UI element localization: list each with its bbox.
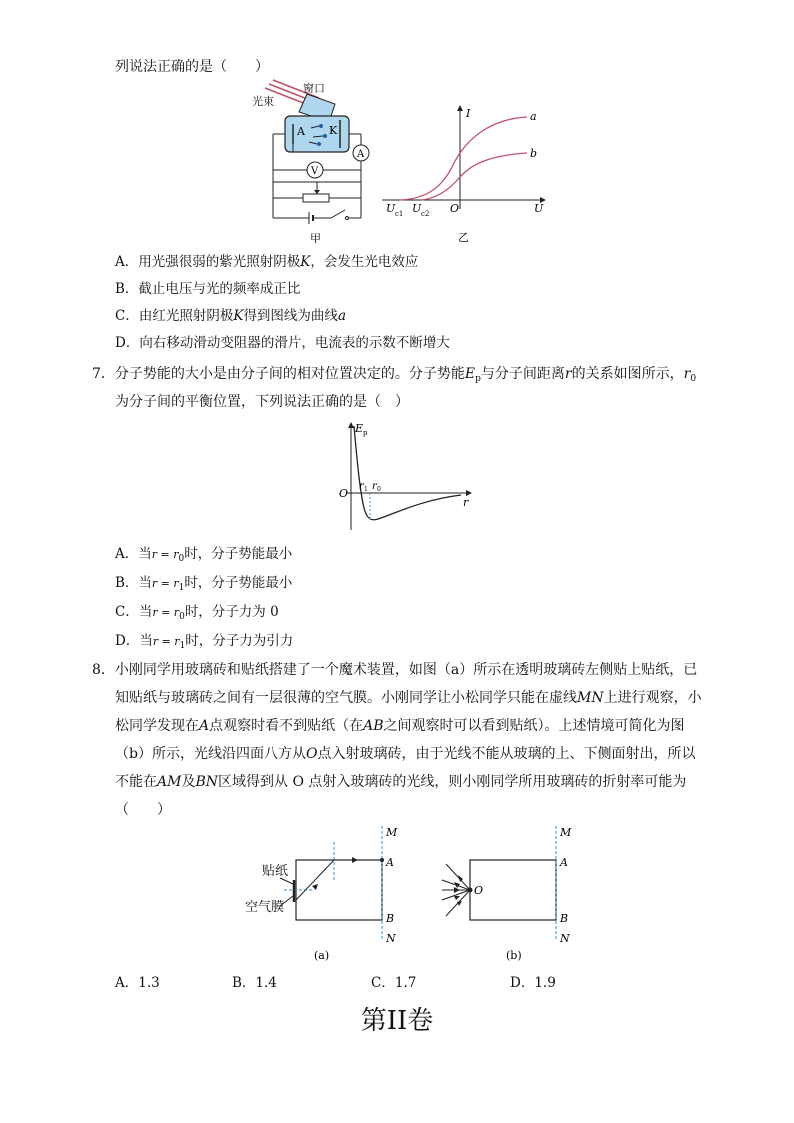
- curve-a-label: a: [530, 110, 537, 123]
- label-air-film: 空气膜: [245, 900, 285, 915]
- q8-figure-b: [440, 822, 590, 964]
- uc2-sub: c2: [421, 210, 430, 218]
- r0-sub: 0: [377, 486, 381, 493]
- q6-option-b: B．截止电压与光的频率成正比: [115, 281, 301, 297]
- fig-a-m: M: [386, 826, 398, 839]
- uc1-sub: c1: [395, 210, 404, 218]
- q8-stem-line5: 不能在AM及BN区域得到从 O 点射入玻璃砖的光线，则小刚同学所用玻璃砖的折射率可能为: [115, 774, 687, 790]
- fig-a-caption: (a): [314, 949, 330, 962]
- curve-b-line: [422, 153, 527, 200]
- curve-b-label: b: [530, 147, 538, 160]
- axis-r: r: [463, 496, 469, 509]
- axis-u: U: [534, 202, 544, 215]
- axis-i: I: [466, 107, 471, 120]
- q7-potential-graph: [336, 420, 476, 535]
- volume-title: 第II卷: [360, 1006, 434, 1036]
- axis-ep: E: [355, 422, 364, 435]
- window-label: 窗口: [303, 82, 325, 95]
- fig-b-a: A: [560, 856, 568, 869]
- r1-sub: 1: [364, 486, 368, 493]
- q7-stem-line1: 7．分子势能的大小是由分子间的相对位置决定的。分子势能$E_p$与分子间距离r的关系如图所示，$r_0$: [92, 366, 697, 384]
- q6-stem-tail: 列说法正确的是（ ）: [115, 59, 269, 75]
- fig-a-b: B: [386, 912, 395, 925]
- curve-a-line: [400, 117, 527, 200]
- fig-b-n: N: [560, 932, 570, 945]
- q6-figure-yi: [382, 105, 547, 245]
- ammeter-label: A: [357, 149, 365, 160]
- q8-figure-a: [240, 822, 400, 964]
- graph-origin: O: [339, 487, 349, 500]
- r0-label: r: [372, 481, 377, 492]
- axis-ep-sub: p: [363, 429, 368, 437]
- q8-stem-line1: 8．小刚同学用玻璃砖和贴纸搭建了一个魔术装置，如图（a）所示在透明玻璃砖左侧贴上贴纸，已: [92, 662, 698, 678]
- q8-stem-line6: （ ）: [115, 802, 171, 818]
- fig-b-o: O: [474, 884, 484, 897]
- uc2-label: U: [412, 202, 422, 215]
- uc1-label: U: [386, 202, 396, 215]
- figure-jia-caption: 甲: [310, 232, 321, 245]
- q8-option-c: C．1.7: [371, 975, 417, 991]
- origin-o: O: [450, 202, 460, 215]
- q6-option-c: C．由红光照射阴极K得到图线为曲线a: [115, 308, 346, 324]
- q8-option-d: D．1.9: [510, 975, 556, 991]
- q8-stem-line3: 松同学发现在A点观察时看不到贴纸（在AB之间观察时可以看到贴纸）。上述情境可简化为图: [115, 718, 685, 734]
- tube-label-a: A: [297, 125, 305, 138]
- q7-option-b: B．当$r = r_1$时，分子势能最小: [115, 575, 293, 593]
- q7-option-a: A．当$r = r_0$时，分子势能最小: [115, 546, 293, 564]
- tube-label-k: K: [329, 124, 338, 137]
- q8-stem-line2: 知贴纸与玻璃砖之间有一层很薄的空气膜。小刚同学让小松同学只能在虚线MN上进行观察，小: [115, 690, 702, 706]
- voltmeter-label: V: [311, 166, 319, 177]
- fig-b-m: M: [560, 826, 572, 839]
- figure-yi-caption: 乙: [458, 231, 469, 244]
- fig-a-n: N: [386, 932, 396, 945]
- q7-option-c: C．当$r = r_0$时，分子力为 0: [115, 604, 279, 622]
- fig-b-b: B: [560, 912, 569, 925]
- label-sticker: 贴纸: [262, 864, 289, 879]
- q7-option-d: D．当$r = r_1$时，分子力为引力: [115, 633, 294, 651]
- q8-option-b: B．1.4: [232, 975, 277, 991]
- q6-option-a: A．用光强很弱的紫光照射阴极K，会发生光电效应: [115, 254, 419, 270]
- q6-option-d: D．向右移动滑动变阻器的滑片，电流表的示数不断增大: [115, 335, 450, 351]
- fig-b-caption: (b): [506, 949, 522, 962]
- beam-label: 光束: [252, 95, 274, 108]
- q8-option-a: A．1.3: [115, 975, 160, 991]
- q8-stem-line4: （b）所示，光线沿四面八方从O点入射玻璃砖，由于光线不能从玻璃的上、下侧面射出，所以: [115, 746, 696, 762]
- fig-a-a: A: [386, 856, 394, 869]
- q7-stem-line2: 为分子间的平衡位置，下列说法正确的是（ ）: [115, 394, 409, 410]
- r1-label: r: [359, 481, 364, 492]
